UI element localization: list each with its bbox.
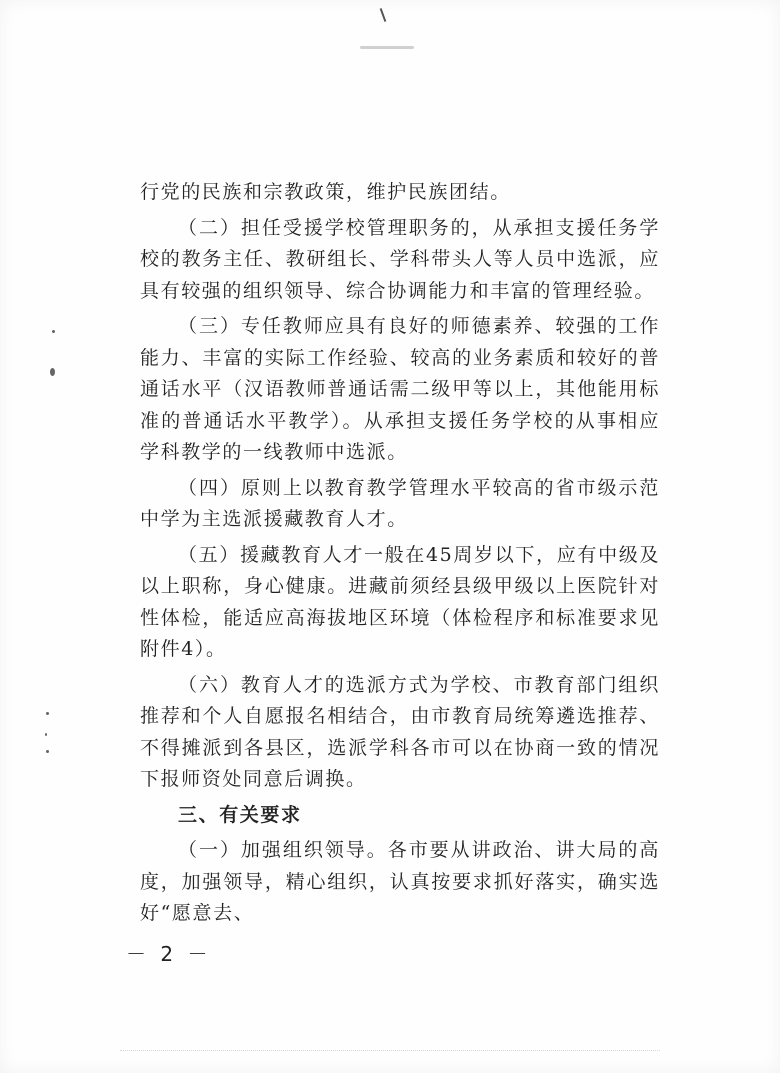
scan-speck xyxy=(46,750,49,753)
paragraph-item-5: （五）援藏教育人才一般在45周岁以下，应有中级及以上职称，身心健康。进藏前须经县级甲级以上医院针对性体检，能适应高海拔地区环境（体检程序和标准要求见附件4）。 xyxy=(140,543,660,660)
paragraph-requirement-1: （一）加强组织领导。各市要从讲政治、讲大局的高度，加强领导，精心组织，认真按要求抓好落实，确实选好“愿意去、 xyxy=(140,839,660,924)
paragraph-continuation: 行党的民族和宗教政策，维护民族团结。 xyxy=(140,181,511,203)
paragraph-item-2: （二）担任受援学校管理职务的，从承担支援任务学校的教务主任、教研组长、学科带头人等人员中选派，应具有较强的组织领导、综合协调能力和丰富的管理经验。 xyxy=(140,216,660,302)
scan-speck xyxy=(45,733,47,736)
paragraph-item-4: （四）原则上以教育教学管理水平较高的省市级示范中学为主选派援藏教育人才。 xyxy=(140,476,660,530)
scan-speck xyxy=(46,712,49,715)
scan-mark xyxy=(380,8,387,22)
paragraph-item-6: （六）教育人才的选派方式为学校、市教育部门组织推荐和个人自愿报名相结合，由市教育局统筹遴选推荐、不得摊派到各县区，选派学科各市可以在协商一致的情况下报师资处同意后调换。 xyxy=(140,673,660,790)
paragraph-item-3: （三）专任教师应具有良好的师德素养、较强的工作能力、丰富的实际工作经验、较高的业务素质和较好的普通话水平（汉语教师普通话需二级甲等以上，其他能用标准的普通话水平教学）。从承担支援任务学校的从事相应学科教学的一线教师中选派。 xyxy=(140,315,660,463)
scan-speck xyxy=(52,330,55,333)
section-heading: 三、有关要求 xyxy=(178,803,302,826)
scan-speck xyxy=(50,368,55,376)
scan-bottom-line xyxy=(120,1050,660,1052)
page-number: － 2 － xyxy=(126,942,212,966)
document-body xyxy=(140,177,660,930)
scan-smudge xyxy=(360,46,414,49)
